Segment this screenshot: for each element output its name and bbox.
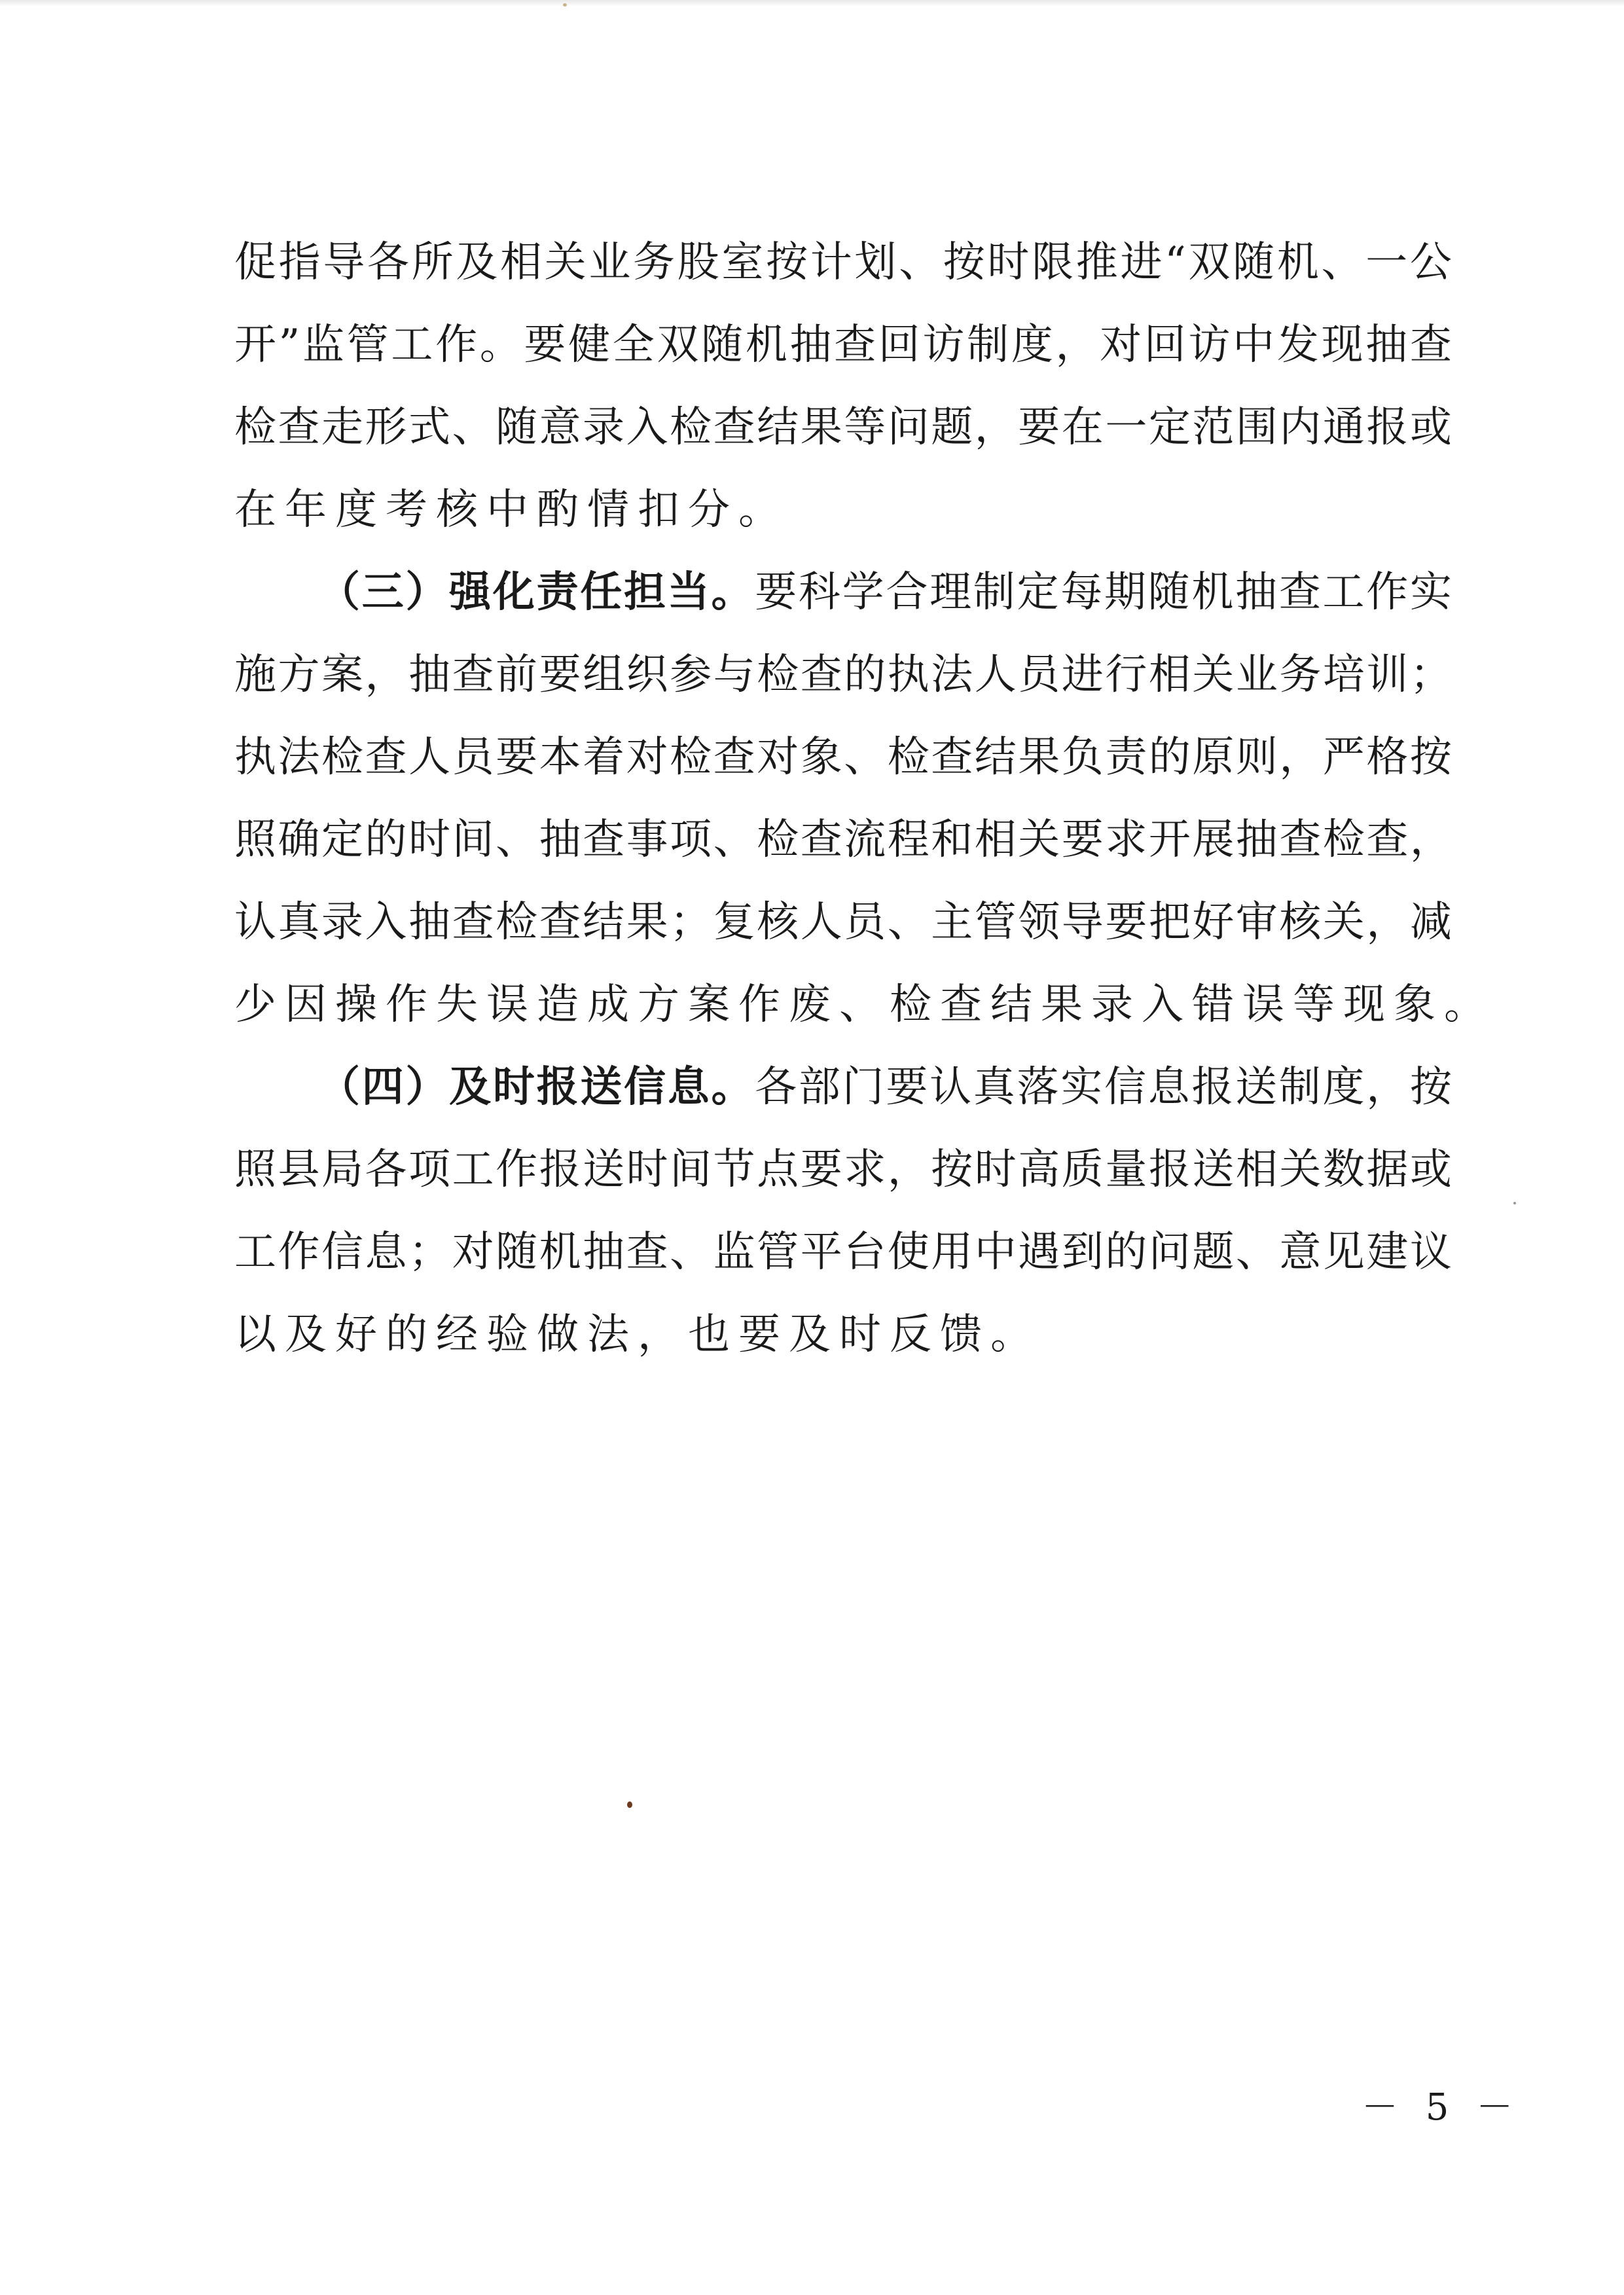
scan-top-edge: [0, 0, 1624, 7]
text-line: 照 县 局 各 项 工 作 报 送 时 间 节 点 要 求 ， 按 时 高 质 量 报 送 相 关 数 据 或: [234, 1146, 1452, 1194]
text-line: （ 四 ） 及 时 报 送 信 息 。 各 部 门 要 认 真 落 实 信 息 报 送 制 度 ， 按: [318, 1062, 1452, 1111]
page-number: － 5 －: [1362, 2086, 1521, 2129]
text-line: 施 方 案 ， 抽 查 前 要 组 织 参 与 检 查 的 执 法 人 员 进 行 相 关 业 务 培 训 ；: [234, 651, 1452, 699]
text-line: 检 查 走 形 式 、 随 意 录 入 检 查 结 果 等 问 题 ， 要 在 一 定 范 围 内 通 报 或: [234, 403, 1452, 452]
line-text: 在年度考核中酌情扣分。: [234, 486, 789, 534]
text-line: 照 确 定 的 时 间 、 抽 查 事 项 、 检 查 流 程 和 相 关 要 求 开 展 抽 查 检 查 ，: [234, 816, 1452, 864]
text-line: 执 法 检 查 人 员 要 本 着 对 检 查 对 象 、 检 查 结 果 负 责 的 原 则 ， 严 格 按: [234, 733, 1452, 782]
text-line: [234, 964, 1494, 1046]
text-line: 认 真 录 入 抽 查 检 查 结 果 ； 复 核 人 员 、 主 管 领 导 要 把 好 审 核 关 ， 减: [234, 898, 1452, 947]
scan-speck: [563, 3, 567, 7]
text-line: 开 ” 监 管 工 作 。 要 健 全 双 随 机 抽 查 回 访 制 度 ， 对 回 访 中 发 现 抽 查: [234, 321, 1452, 369]
text-line: 工 作 信 息 ； 对 随 机 抽 查 、 监 管 平 台 使 用 中 遇 到 的 问 题 、 意 见 建 议: [234, 1228, 1452, 1276]
text-line: [234, 469, 1452, 551]
scan-speck: [627, 1801, 632, 1808]
text-line: 促 指 导 各 所 及 相 关 业 务 股 室 按 计 划 、 按 时 限 推 进 “ 双 随 机 、 一 公: [234, 238, 1452, 287]
line-text: 以及好的经验做法，也要及时反馈。: [234, 1310, 1041, 1359]
text-line: （ 三 ） 强 化 责 任 担 当 。 要 科 学 合 理 制 定 每 期 随 机 抽 查 工 作 实: [318, 568, 1452, 617]
scan-speck: [1513, 1202, 1516, 1204]
text-line: [234, 1293, 1452, 1376]
line-text: 少因操作失误造成方案作废、检查结果录入错误等现象。: [234, 981, 1494, 1029]
document-body: [234, 221, 1494, 1376]
